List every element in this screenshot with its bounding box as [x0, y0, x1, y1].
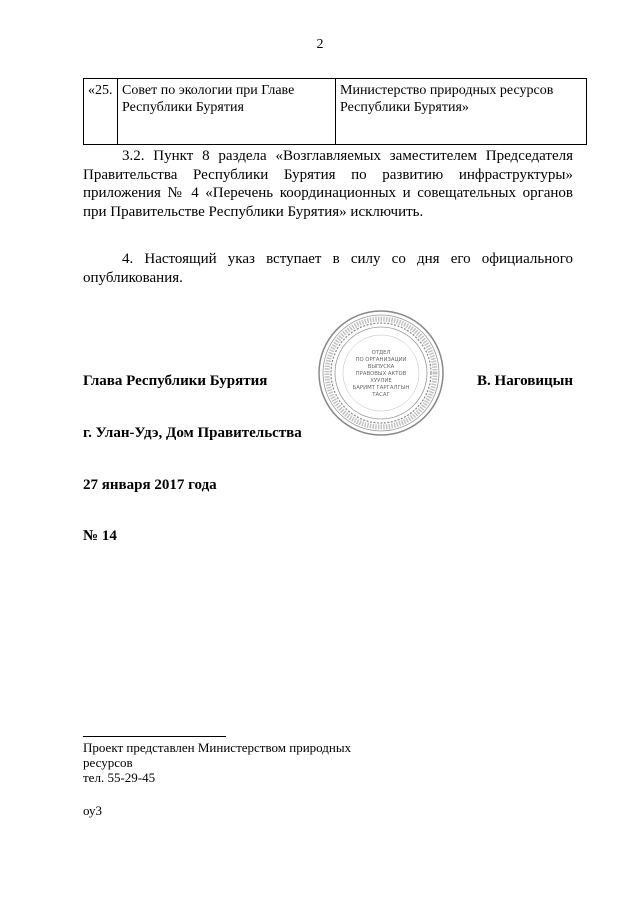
footnote-line-1: Проект представлен Министерством природных — [83, 740, 352, 755]
seal-line: ХУУЛИЕ — [370, 378, 392, 384]
signature-name: В. Наговицын — [477, 373, 573, 389]
seal-line: ВЫПУСКА — [367, 364, 395, 370]
decree-number: № 14 — [83, 528, 117, 544]
seal-line: ТАСАГ — [372, 392, 390, 398]
seal-line: БАРИМТ ГАРГАЛГЫН — [352, 385, 410, 391]
seal-line: ПО ОРГАНИЗАЦИИ — [355, 357, 407, 363]
organ-name-cell: Совет по экологии при Главе Республики Бурятия — [118, 79, 336, 145]
signature-title: Глава Республики Бурятия — [83, 373, 268, 389]
paragraph-4: 4. Настоящий указ вступает в силу со дня его официального опубликования. — [83, 251, 573, 286]
footnote-line-2: ресурсов — [83, 755, 133, 770]
footnote-phone: тел. 55-29-45 — [83, 770, 156, 785]
date: 27 января 2017 года — [83, 477, 217, 493]
row-number-cell: «25. — [84, 79, 118, 145]
footnote-separator — [83, 736, 226, 737]
paragraph-3-2: 3.2. Пункт 8 раздела «Возглавляемых заместителем Председателя Правительства Республики Бурятия по развитию инфраструктуры» приложения № 4 «Перечень координационных и совещательных органов при Правительстве Республики Бурятия» исключить. — [83, 148, 573, 220]
seal-line: ОТДЕЛ — [371, 350, 391, 356]
official-seal — [316, 308, 446, 443]
footnote-code: оу3 — [83, 803, 103, 818]
page-number: 2 — [316, 37, 324, 52]
seal-line: ПРАВОВЫХ АКТОВ — [355, 371, 407, 377]
table-row — [84, 79, 587, 145]
place: г. Улан-Удэ, Дом Правительства — [83, 425, 302, 441]
organs-table — [83, 78, 587, 145]
ministry-cell: Министерство природных ресурсов Республики Бурятия» — [336, 79, 587, 145]
